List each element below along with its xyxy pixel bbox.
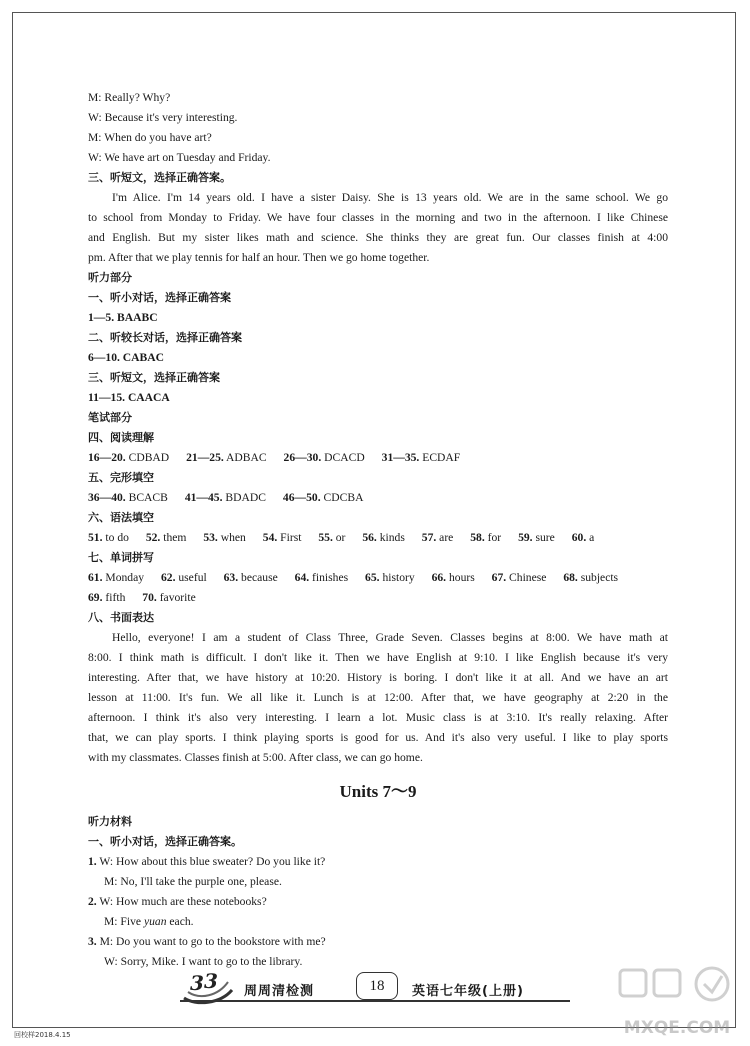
dialogue-line: W: Because it's very interesting.: [88, 111, 238, 124]
item-word: Monday: [105, 571, 145, 584]
answer-line: [88, 448, 668, 468]
answer-value: CDCBA: [323, 491, 364, 504]
answer-text: 11—15. CAACA: [88, 391, 170, 404]
item-word: finishes: [312, 571, 349, 584]
answer-range: 26—30.: [283, 451, 322, 464]
answer-line: [88, 388, 668, 408]
watermark-text: MXQE.COM: [623, 1018, 731, 1038]
item-word: are: [439, 531, 454, 544]
section-heading: 四、阅读理解: [88, 431, 154, 444]
footer-series-title: 周周清检测: [244, 984, 315, 999]
answer-text: 1—5. BAABC: [88, 311, 158, 324]
answer-range: 16—20.: [88, 451, 126, 464]
dialogue-reply: W: Sorry, Mike. I want to go to the library.: [104, 955, 303, 968]
section-heading: 二、听较长对话，选择正确答案: [88, 331, 242, 344]
answer-range: 36—40.: [88, 491, 126, 504]
item-word: useful: [178, 571, 207, 584]
dialogue-item: [88, 852, 668, 872]
item-word: when: [220, 531, 246, 544]
dialogue-num: 2.: [88, 895, 97, 908]
dialogue-num: 1.: [88, 855, 97, 868]
answer-line: [88, 528, 668, 548]
item-num: 59.: [518, 531, 533, 544]
passage-line: to school from Monday to Friday. We have four classes in the morning and two in the afternoon. I like Chinese: [88, 211, 668, 224]
dialogue-reply: M: No, I'll take the purple one, please.: [104, 875, 282, 888]
answer-text: 6—10. CABAC: [88, 351, 165, 364]
answer-line: [88, 308, 668, 328]
dialogue-line: W: How about this blue sweater? Do you like it?: [99, 855, 326, 868]
item-word: First: [280, 531, 302, 544]
item-num: 68.: [563, 571, 578, 584]
answer-value: ADBAC: [226, 451, 267, 464]
essay-line: afternoon. I think it's also very interesting. I learn a lot. Music class is at 3:10. It's really relaxing. After: [88, 711, 668, 724]
svg-text:3: 3: [190, 971, 204, 995]
item-num: 63.: [223, 571, 239, 584]
item-word: them: [163, 531, 187, 544]
section-heading: 五、完形填空: [88, 471, 154, 484]
dialogue-num: 3.: [88, 935, 97, 948]
dialogue-line: M: When do you have art?: [88, 131, 212, 144]
section-heading: 六、语法填空: [88, 511, 154, 524]
item-num: 70.: [142, 591, 157, 604]
essay-line: with my classmates. Classes finish at 5:00. After class, we can go home.: [88, 751, 423, 764]
item-num: 55.: [318, 531, 333, 544]
essay-line: interesting. After that, we have history at 10:20. History is boring. I don't like it at all. And we have an art: [88, 671, 668, 684]
section-heading: 三、听短文，选择正确答案。: [88, 171, 231, 184]
item-word: Chinese: [509, 571, 547, 584]
watermark: [612, 960, 742, 1040]
dialogue-line: W: How much are these notebooks?: [99, 895, 267, 908]
essay-line: lesson at 11:00. It's fun. We all like it. Lunch is at 12:00. After that, we have geography at 2:20 in the: [88, 691, 668, 704]
passage-line: pm. After that we play tennis for half an hour. Then we go home together.: [88, 251, 430, 264]
page-content: [88, 88, 668, 972]
item-num: 62.: [160, 571, 176, 584]
item-num: 61.: [88, 571, 103, 584]
item-num: 51.: [88, 531, 103, 544]
item-word: or: [335, 531, 346, 544]
passage-line: and English. But my sister likes math and science. She thinks they are great fun. Our classes finish at 4:00: [88, 231, 668, 244]
dialogue-line: W: We have art on Tuesday and Friday.: [88, 151, 271, 164]
passage-line: I'm Alice. I'm 14 years old. I have a sister Daisy. She is 13 years old. We are in the same school. We go: [112, 191, 668, 204]
item-word: to do: [105, 531, 129, 544]
section-heading: 七、单词拼写: [88, 551, 154, 564]
item-word: for: [487, 531, 502, 544]
section-heading: 三、听短文，选择正确答案: [88, 371, 220, 384]
watermark-logo-icon: [612, 960, 742, 1016]
answer-value: ECDAF: [422, 451, 461, 464]
item-num: 67.: [491, 571, 507, 584]
part-heading: 笔试部分: [88, 411, 132, 424]
print-code: 回校样2018.4.15: [14, 1031, 71, 1039]
item-num: 52.: [145, 531, 161, 544]
item-num: 54.: [262, 531, 278, 544]
section-heading: 一、听小对话，选择正确答案: [88, 291, 231, 304]
dialogue-line: M: Do you want to go to the bookstore with me?: [99, 935, 326, 948]
item-num: 58.: [470, 531, 485, 544]
svg-text:3: 3: [204, 969, 218, 993]
item-word: sure: [535, 531, 555, 544]
section-heading: 一、听小对话，选择正确答案。: [88, 835, 242, 848]
essay-line: Hello, everyone! I am a student of Class Three, Grade Seven. Classes begins at 8:00. We have math at: [112, 631, 668, 644]
answer-line: [88, 348, 668, 368]
item-word: history: [382, 571, 415, 584]
item-num: 53.: [203, 531, 218, 544]
item-num: 60.: [571, 531, 587, 544]
answer-value: DCACD: [324, 451, 365, 464]
item-word: a: [589, 531, 595, 544]
answer-value: BCACB: [128, 491, 168, 504]
item-num: 69.: [88, 591, 103, 604]
item-word: kinds: [379, 531, 405, 544]
item-num: 66.: [431, 571, 447, 584]
item-num: 56.: [362, 531, 377, 544]
answer-range: 46—50.: [282, 491, 321, 504]
dialogue-line: M: Really? Why?: [88, 91, 171, 104]
section-heading: 听力材料: [88, 815, 132, 828]
answer-range: 41—45.: [184, 491, 223, 504]
item-word: hours: [448, 571, 475, 584]
dialogue-text: each.: [166, 915, 194, 928]
item-num: 57.: [421, 531, 437, 544]
answer-line: [88, 588, 668, 608]
item-num: 65.: [365, 571, 380, 584]
units-title: Units 7～9: [339, 782, 417, 801]
dialogue-emphasis: yuan: [143, 915, 167, 928]
item-word: favorite: [159, 591, 196, 604]
dialogue-text: M: Five: [104, 915, 144, 928]
footer-book-title: 英语七年级(上册): [412, 984, 524, 999]
dialogue-item: [88, 932, 668, 952]
dialogue-reply: [88, 912, 668, 932]
page-footer: [180, 969, 570, 1008]
answer-line: [88, 488, 668, 508]
item-word: because: [241, 571, 278, 584]
logo-icon: [180, 968, 234, 1006]
answer-line: [88, 568, 668, 588]
answer-range: 21—25.: [186, 451, 224, 464]
answer-value: BDADC: [225, 491, 266, 504]
answer-range: 31—35.: [381, 451, 420, 464]
answer-value: CDBAD: [128, 451, 170, 464]
item-word: fifth: [105, 591, 126, 604]
item-word: subjects: [580, 571, 619, 584]
page-number: 18: [356, 972, 398, 1000]
item-num: 64.: [294, 571, 310, 584]
essay-line: 8:00. I think math is difficult. I don't like it. Then we have English at 9:10. I like English because it's very: [88, 651, 668, 664]
dialogue-item: [88, 892, 668, 912]
section-heading: 八、书面表达: [88, 611, 154, 624]
part-heading: 听力部分: [88, 271, 132, 284]
essay-line: that, we can play sports. I think playing sports is good for us. And it's also very useful. I like to play sports: [88, 731, 668, 744]
